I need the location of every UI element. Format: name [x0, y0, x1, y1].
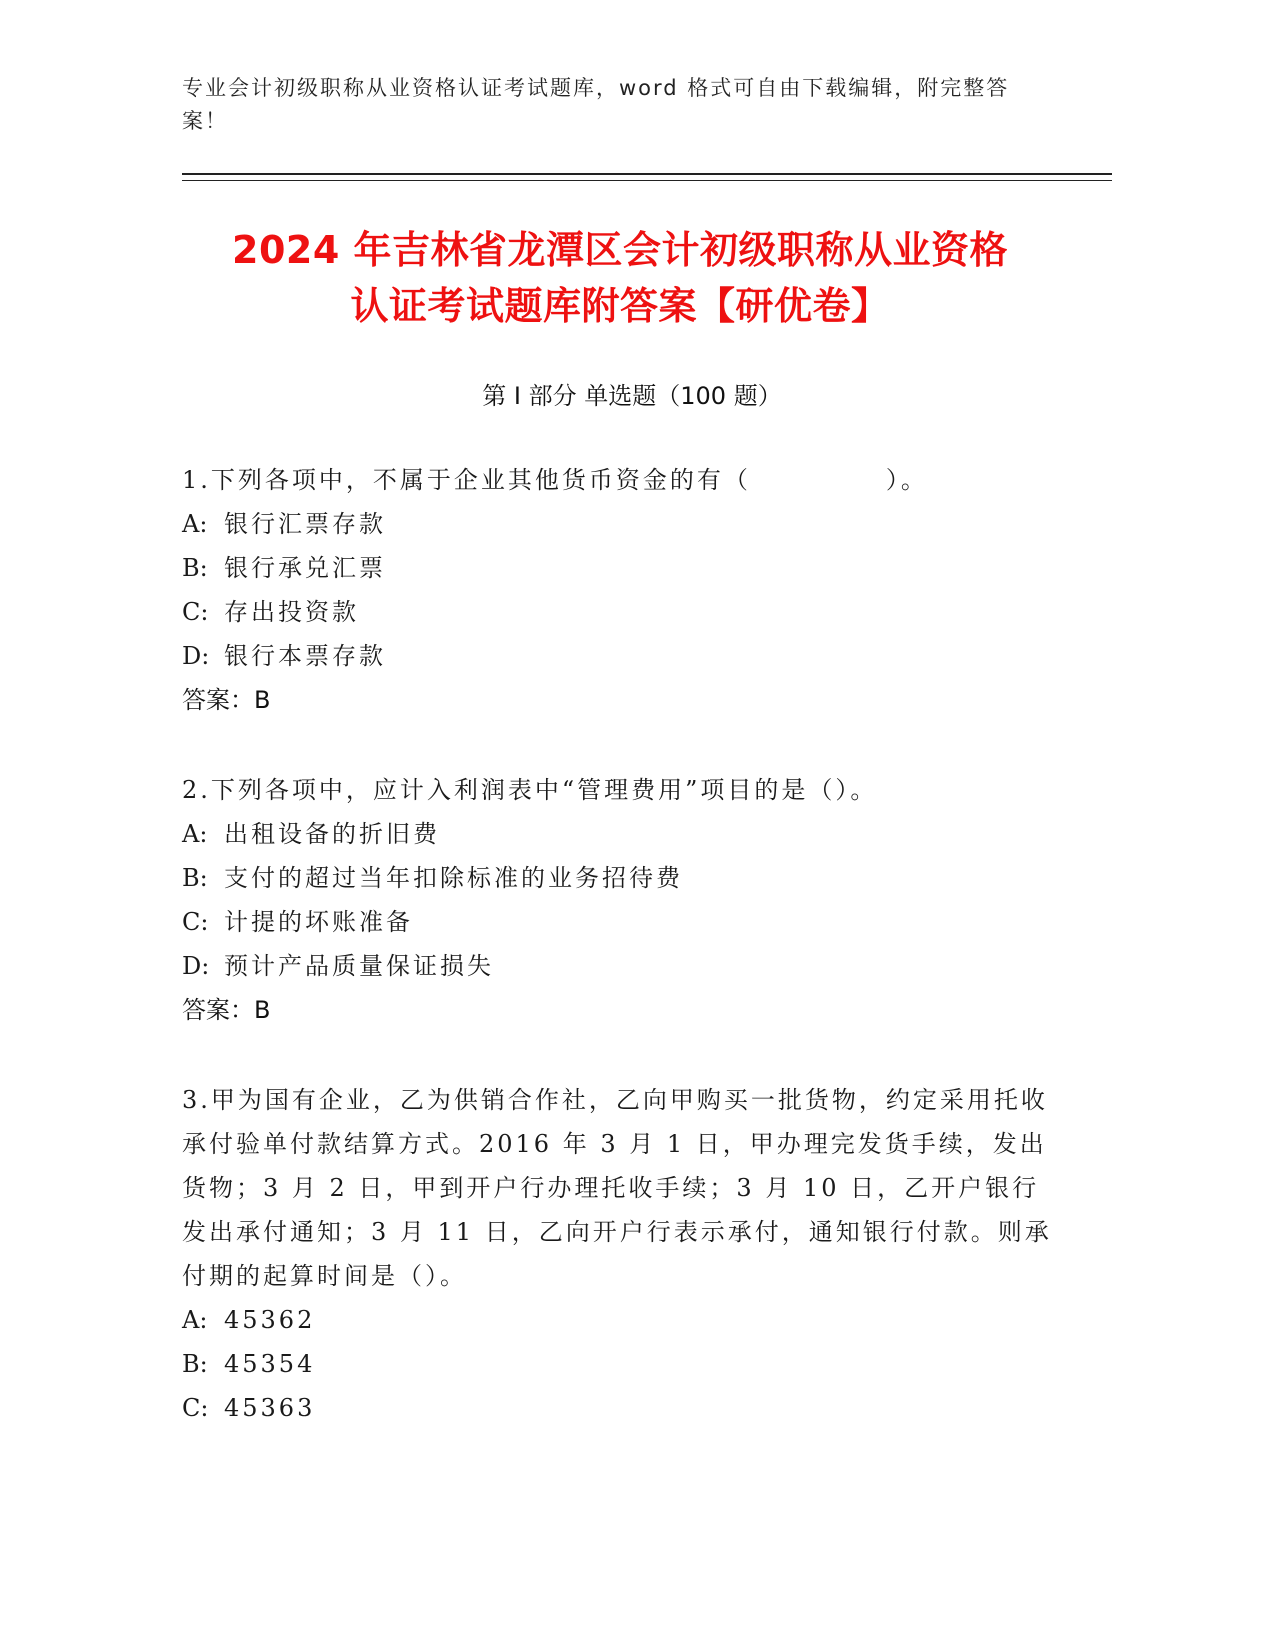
option-text: 45362	[224, 1306, 316, 1334]
option-a	[182, 502, 1062, 546]
option-letter: D:	[182, 642, 210, 670]
option-letter: B:	[182, 864, 208, 892]
question-3	[182, 1078, 1062, 1430]
question-stem: 1.下列各项中，不属于企业其他货币资金的有（ ）。	[182, 466, 928, 494]
option-letter: D:	[182, 952, 210, 980]
option-letter: C:	[182, 598, 209, 626]
option-text: 银行汇票存款	[224, 510, 386, 538]
option-text: 银行本票存款	[224, 642, 386, 670]
option-text: 银行承兑汇票	[224, 554, 386, 582]
option-b	[182, 1342, 1062, 1386]
option-text: 计提的坏账准备	[224, 908, 413, 936]
section-heading: 第 I 部分 单选题（100 题）	[482, 382, 782, 410]
document-title-line-2: 认证考试题库附答案【研优卷】	[350, 284, 890, 328]
option-text: 45354	[224, 1350, 316, 1378]
answer-line: 答案：B	[182, 996, 271, 1024]
option-text: 预计产品质量保证损失	[224, 952, 494, 980]
header-note: 专业会计初级职称从业资格认证考试题库，word 格式可自由下载编辑，附完整答案！	[182, 76, 1010, 133]
option-letter: A:	[182, 1306, 208, 1334]
option-letter: A:	[182, 820, 208, 848]
option-d	[182, 944, 1062, 988]
option-d	[182, 634, 1062, 678]
question-stem: 2.下列各项中，应计入利润表中“管理费用”项目的是（）。	[182, 776, 878, 804]
document-title-line-1: 2024 年吉林省龙潭区会计初级职称从业资格	[232, 228, 1008, 272]
question-stem: 3.甲为国有企业，乙为供销合作社，乙向甲购买一批货物，约定采用托收承付验单付款结算方式。2016 年 3 月 1 日，甲办理完发货手续，发出货物；3 月 2 日，甲到开户行办理托收手续；3 月 10 日，乙开户银行发出承付通知；3 月 11 日，乙向开户行表示承付，通知银行付款。则承付期的起算时间是（）。	[182, 1086, 1052, 1290]
option-letter: B:	[182, 1350, 208, 1378]
option-c	[182, 900, 1062, 944]
option-letter: B:	[182, 554, 208, 582]
option-c	[182, 590, 1062, 634]
document-title	[170, 222, 1070, 334]
option-c	[182, 1386, 1062, 1430]
option-a	[182, 1298, 1062, 1342]
option-letter: C:	[182, 1394, 209, 1422]
option-b	[182, 856, 1062, 900]
option-text: 45363	[224, 1394, 316, 1422]
header-divider-thick	[182, 173, 1112, 175]
option-a	[182, 812, 1062, 856]
option-letter: A:	[182, 510, 208, 538]
question-list	[182, 458, 1062, 1476]
option-b	[182, 546, 1062, 590]
option-text: 支付的超过当年扣除标准的业务招待费	[224, 864, 683, 892]
option-letter: C:	[182, 908, 209, 936]
answer-line: 答案：B	[182, 686, 271, 714]
option-text: 存出投资款	[224, 598, 359, 626]
header-divider-thin	[182, 180, 1112, 181]
question-1	[182, 458, 1062, 722]
option-text: 出租设备的折旧费	[224, 820, 440, 848]
question-2	[182, 768, 1062, 1032]
